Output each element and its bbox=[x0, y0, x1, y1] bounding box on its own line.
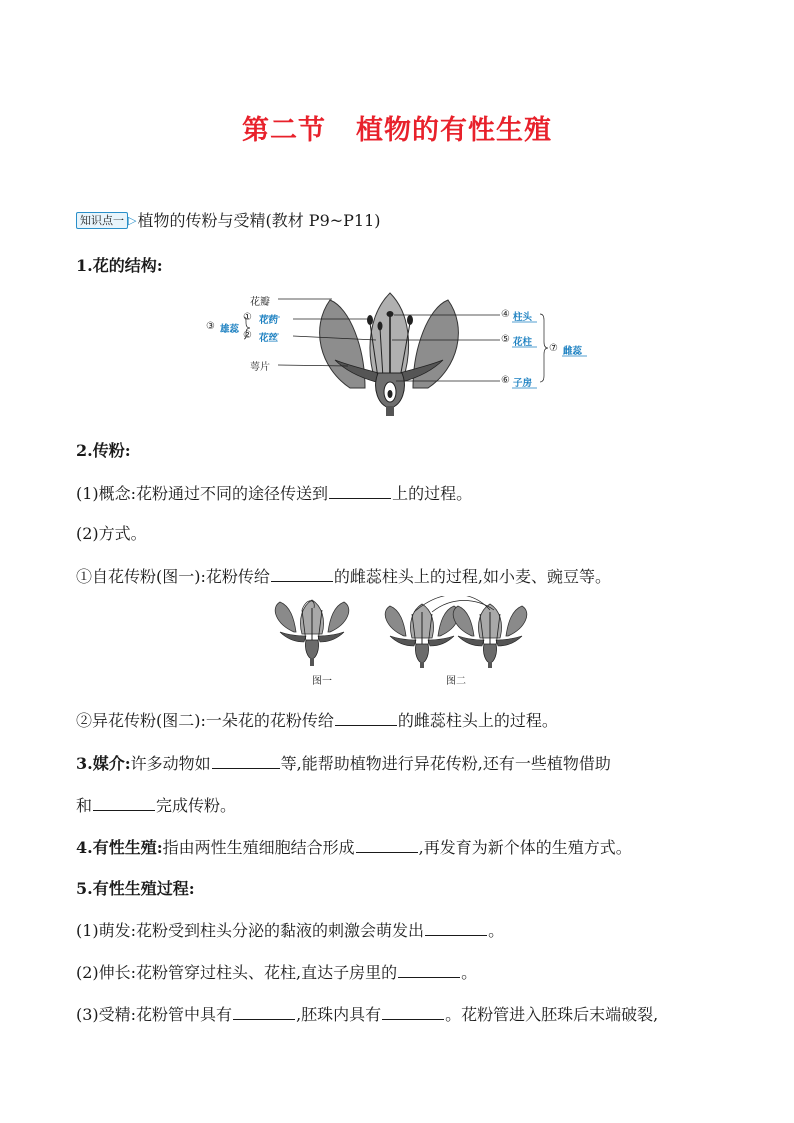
label-num-3: ③ bbox=[206, 321, 215, 332]
media-heading: 3.媒介: bbox=[76, 754, 131, 773]
answer-blank[interactable] bbox=[271, 566, 333, 582]
cross-text-b: 的雌蕊柱头上的过程。 bbox=[397, 711, 558, 730]
definition-text-a: 指由两性生殖细胞结合形成 bbox=[162, 838, 355, 857]
section-title: 植物的有性生殖 bbox=[356, 115, 552, 146]
play-arrow-icon: ▷ bbox=[128, 214, 137, 227]
self-pollination bbox=[76, 566, 611, 587]
self-text-a: ①自花传粉(图一):花粉传给 bbox=[76, 567, 270, 586]
label-filament: 花丝 bbox=[259, 333, 279, 344]
process-elongation bbox=[76, 962, 477, 983]
label-petal: 花瓣 bbox=[250, 297, 270, 308]
sexual-reproduction-heading: 4.有性生殖: bbox=[76, 838, 163, 857]
section-number: 第二节 bbox=[242, 115, 326, 146]
pollination-method: (2)方式。 bbox=[76, 524, 147, 543]
pollination-media-cont bbox=[76, 795, 236, 816]
pollination-heading: 2.传粉: bbox=[76, 441, 131, 460]
concept-text-a: (1)概念:花粉通过不同的途径传送到 bbox=[76, 484, 329, 503]
flower-structure-heading: 1.花的结构: bbox=[76, 256, 163, 275]
label-anther: 花药 bbox=[259, 315, 279, 326]
label-num-5: ⑤ bbox=[501, 334, 510, 345]
knowledge-point-badge: 知识点一 bbox=[76, 212, 128, 229]
reproduction-process-heading: 5.有性生殖过程: bbox=[76, 879, 195, 898]
sexual-reproduction-definition bbox=[76, 837, 632, 858]
fertilization-text-b: ,胚珠内具有 bbox=[296, 1005, 382, 1024]
process-germination bbox=[76, 920, 504, 941]
pollination-diagram bbox=[272, 596, 532, 668]
page-title bbox=[0, 108, 794, 147]
answer-blank[interactable] bbox=[382, 1004, 444, 1020]
germination-text-b: 。 bbox=[488, 921, 505, 940]
label-num-6: ⑥ bbox=[501, 375, 510, 386]
label-style: 花柱 bbox=[513, 337, 533, 348]
self-pollination-flower bbox=[275, 600, 349, 666]
label-pistil: 雌蕊 bbox=[563, 346, 583, 357]
cross-pollination-flowers bbox=[385, 596, 527, 668]
knowledge-point-header bbox=[76, 211, 381, 231]
answer-blank[interactable] bbox=[335, 710, 397, 726]
knowledge-point-text: 植物的传粉与受精(教材 P9~P11) bbox=[137, 211, 381, 230]
fertilization-text-a: (3)受精:花粉管中具有 bbox=[76, 1005, 233, 1024]
pollination-media bbox=[76, 753, 611, 774]
label-num-2: ② bbox=[243, 330, 252, 341]
media-text-a: 许多动物如 bbox=[130, 754, 211, 773]
label-num-4: ④ bbox=[501, 309, 510, 320]
answer-blank[interactable] bbox=[329, 483, 391, 499]
cross-text-a: ②异花传粉(图二):一朵花的花粉传给 bbox=[76, 711, 334, 730]
flower-illustration bbox=[320, 293, 459, 416]
self-text-b: 的雌蕊柱头上的过程,如小麦、豌豆等。 bbox=[333, 567, 611, 586]
label-ovary: 子房 bbox=[513, 378, 533, 389]
concept-text-b: 上的过程。 bbox=[392, 484, 473, 503]
answer-blank[interactable] bbox=[93, 795, 155, 811]
media-text-c: 和 bbox=[76, 796, 93, 815]
cross-pollination bbox=[76, 710, 558, 731]
answer-blank[interactable] bbox=[356, 837, 418, 853]
answer-blank[interactable] bbox=[212, 753, 280, 769]
media-text-d: 完成传粉。 bbox=[156, 796, 237, 815]
process-fertilization bbox=[76, 1004, 658, 1025]
fertilization-text-c: 。花粉管进入胚珠后末端破裂, bbox=[445, 1005, 659, 1024]
answer-blank[interactable] bbox=[398, 962, 460, 978]
label-sepal: 萼片 bbox=[250, 362, 270, 373]
label-stamen: 雄蕊 bbox=[220, 324, 240, 335]
pollination-concept bbox=[76, 483, 472, 504]
answer-blank[interactable] bbox=[233, 1004, 295, 1020]
figure-1-caption: 图一 bbox=[312, 676, 332, 687]
media-text-b: 等,能帮助植物进行异花传粉,还有一些植物借助 bbox=[280, 754, 611, 773]
definition-text-b: ,再发育为新个体的生殖方式。 bbox=[418, 838, 632, 857]
germination-text-a: (1)萌发:花粉受到柱头分泌的黏液的刺激会萌发出 bbox=[76, 921, 425, 940]
label-num-1: ① bbox=[243, 312, 252, 323]
label-num-7: ⑦ bbox=[549, 343, 558, 354]
figure-2-caption: 图二 bbox=[446, 676, 466, 687]
elongation-text-a: (2)伸长:花粉管穿过柱头、花柱,直达子房里的 bbox=[76, 963, 398, 982]
elongation-text-b: 。 bbox=[461, 963, 478, 982]
answer-blank[interactable] bbox=[425, 920, 487, 936]
label-stigma: 柱头 bbox=[513, 312, 533, 323]
